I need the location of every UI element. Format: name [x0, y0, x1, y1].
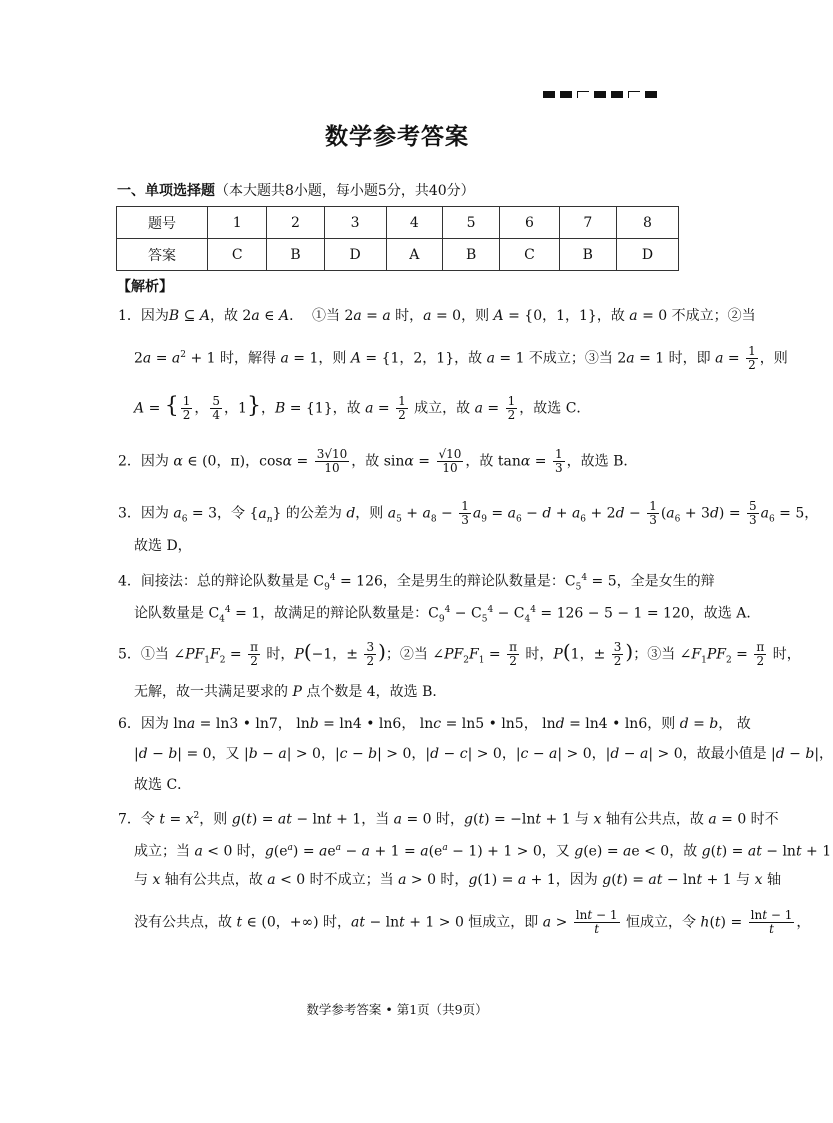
analysis-label: 【解析】 [117, 279, 173, 295]
solution-4-line-1: 4．间接法：总的辩论队数量是 $C_9^4 = 126$，全是男生的辩论队数量是：$C_5^4 = 5$，全是女生的辩 [118, 573, 715, 593]
page-footer: 数学参考答案 • 第1页（共9页） [306, 1002, 488, 1017]
solution-5-line-1: 5．①当 $\angle PF_1F_2$ = $\frac{\pi}{2}$ 时，P(−1，± $\frac{3}{2}$ )；②当 $\angle PF_2F_1$ = $\frac{\pi}{2}$ 时，P(1，± $\frac{3}{2}$ )；③当 $\angle F_1PF_2$ = $\frac{\pi}{2}$ 时， [118, 639, 801, 668]
solution-4-line-2: 论队数量是 $C_4^4 = 1$，故满足的辩论队数量是：$C_9^4 - C_5^4 - C_4^4 = 126 - 5 - 1 = 120$，故选 A． [134, 605, 761, 625]
solution-6-line-2: |d − b| = 0，又 |b − a| > 0，|c − b| > 0，|d − c| > 0，|c − a| > 0，|d − a| > 0，故最小值是 |d − b|， [134, 746, 833, 762]
solution-1-line-1: 1．因为B ⊆ A，故 2a ∈ A． ①当 2a = a 时，a = 0，则 A = {0，1，1}，故 a = 0 不成立；②当 [118, 308, 756, 324]
section-heading: 一、单项选择题（本大题共8小题，每小题5分，共40分） [117, 183, 475, 199]
page-title: 数学参考答案 [325, 124, 469, 150]
solution-2: 2．因为 α ∈ (0，π)，cosα = $\frac{3√10}{10}$ ，故 sinα = $\frac{√10}{10}$ ，故 tanα = $\frac{1}{3}$ ，故选 B． [118, 447, 638, 475]
solution-7-line-2: 成立；当 a < 0 时，$g(e^a) = ae^a - a + 1 = a(e^a - 1) + 1 > 0$，又 g(e) = ae < 0，故 g(t) = at − lnt + 1 [134, 843, 832, 860]
answer-table [116, 206, 679, 271]
table-row: 答案 C B D A B C B D [117, 239, 679, 271]
solution-5-line-2: 无解，故一共满足要求的 P 点个数是 4，故选 B． [134, 684, 447, 700]
solution-7-line-3: 与 x 轴有公共点，故 a < 0 时不成立；当 a > 0 时，g(1) = a + 1，因为 g(t) = at − lnt + 1 与 x 轴 [134, 872, 781, 888]
solution-6-line-1: 6．因为 lna = ln3 • ln7， lnb = ln4 • ln6， lnc = ln5 • ln5， lnd = ln4 • ln6，则 d = b， 故 [118, 716, 751, 732]
solution-7-line-4: 没有公共点，故 t ∈ (0，+∞) 时，at − lnt + 1 > 0 恒成立，即 a > $\frac{\ln t - 1}{t}$ 恒成立，令 h(t) = $\frac{\ln t - 1}{t}$ ， [134, 908, 811, 936]
solution-3-line-1: 3．因为 $a_6 = 3$，令 $\{a_n\}$ 的公差为 d，则 $a_5 + a_8$ − $\frac{1}{3}$ $a_9 = a_6 - d + a_6 + 2d$ − $\frac{1}{3}$ $(a_6 + 3d)$ = $\frac{5}{3}$ $a_6 = 5$， [118, 499, 819, 527]
solution-7-line-1: 7．令 $t = x^2$，则 g(t) = at − lnt + 1，当 a = 0 时，g(t) = −lnt + 1 与 x 轴有公共点，故 a = 0 时不 [118, 811, 779, 828]
solution-1-line-3: A = { $\frac{1}{2}$ ， $\frac{5}{4}$ ，1}，B = {1}，故 a = $\frac{1}{2}$ 成立，故 a = $\frac{1}{2}$ ，故选 C． [134, 393, 591, 422]
header-mark [543, 91, 657, 98]
solution-3-line-2: 故选 D， [134, 538, 192, 554]
table-row: 题号 1 2 3 4 5 6 7 8 [117, 207, 679, 239]
solution-6-line-3: 故选 C． [134, 777, 192, 793]
solution-1-line-2: $2a = a^2 + 1$ 时，解得 a = 1，则 A = {1，2，1}，故 a = 1 不成立；③当 2a = 1 时，即 a = $\frac{1}{2}$ ，则 [134, 344, 788, 373]
